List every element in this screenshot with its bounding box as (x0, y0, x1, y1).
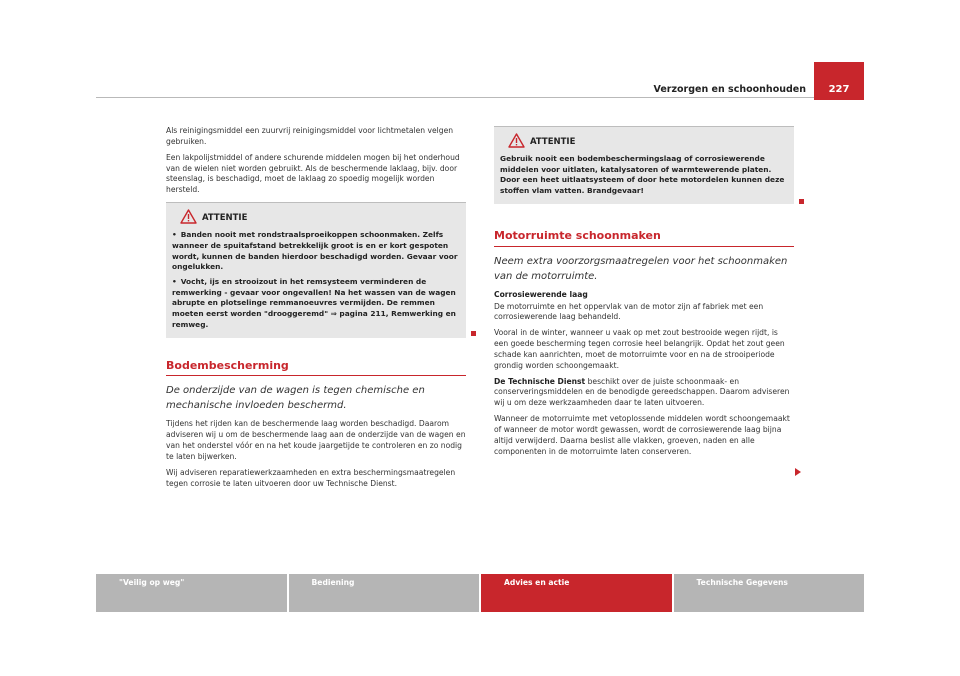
warning-box (166, 202, 466, 338)
bullet-icon: • (172, 277, 177, 286)
warning-header (500, 133, 788, 151)
tab-label: Technische Gegevens (696, 578, 788, 587)
warning-item-text: Vocht, ijs en strooizout in het remsysteem verminderen de remwerking - gevaar voor ongevallen! Na het wassen van de wagen abrupte en plotselinge remmanoeuvres vermijden. De remmen moeten eerst worden "drooggeremd" ⇒ pagina 211, Remwerking en remweg. (172, 277, 456, 329)
chapter-title: Verzorgen en schoonhouden (653, 84, 806, 95)
warning-text: Gebruik nooit een bodembeschermingslaag of corrosiewerende middelen voor uitlaten, katalysatoren of warmtewerende platen. Door een heet uitlaatsysteem of door hete motordelen kunnen deze stoffen vlam vatten. Brandgevaar! (500, 154, 785, 196)
left-column (166, 126, 466, 494)
paragraph: Vooral in de winter, wanneer u vaak op met zout bestrooide wegen rijdt, is een goede bescherming tegen corrosie heel belangrijk. Opdat het zout geen schade kan aanrichten, moet de motorruimte voor en na de strooiperiode grondig worden schoongemaakt. (494, 328, 785, 370)
warning-title: ATTENTIE (202, 213, 248, 224)
warning-triangle-icon (180, 209, 197, 224)
tab-label: "Veilig op weg" (119, 578, 185, 587)
tab-label: Bediening (311, 578, 355, 587)
end-mark-icon (471, 331, 476, 336)
warning-header (172, 209, 460, 227)
warning-body (172, 230, 460, 331)
end-mark-icon (799, 199, 804, 204)
header-rule (96, 97, 816, 98)
footer-nav (96, 574, 864, 612)
footer-tab-bediening[interactable] (289, 574, 480, 612)
section-title-motorruimte: Motorruimte schoonmaken (494, 228, 794, 247)
continue-arrow-icon (795, 468, 801, 476)
right-column (494, 126, 794, 462)
warning-item (172, 277, 460, 331)
warning-item (172, 230, 460, 273)
inline-bold: De Technische Dienst (494, 376, 586, 386)
page-number: 227 (828, 84, 850, 95)
bullet-icon: • (172, 230, 177, 240)
section-title-bodembescherming: Bodembescherming (166, 358, 466, 377)
footer-tab-veilig-op-weg[interactable] (96, 574, 287, 612)
paragraph: Als reinigingsmiddel een zuurvrij reinigingsmiddel voor lichtmetalen velgen gebruiken. (166, 126, 454, 146)
warning-box (494, 126, 794, 204)
paragraph: Tijdens het rijden kan de beschermende laag worden beschadigd. Daarom adviseren wij u om de beschermende laag aan de onderzijde van de wagen en van het onderstel vóór en na het koude jaargetijde te controleren en zo nodig te laten bijwerken. (166, 419, 466, 461)
paragraph (494, 377, 794, 410)
section-lead: De onderzijde van de wagen is tegen chemische en mechanische invloeden beschermd. (166, 385, 425, 412)
warning-body (500, 154, 788, 197)
section-lead: Neem extra voorzorgsmaatregelen voor het schoonmaken van de motorruimte. (494, 255, 788, 282)
paragraph: Wij adviseren reparatiewerkzaamheden en extra beschermingsmaatregelen tegen corrosie te laten uitvoeren door uw Technische Dienst. (166, 467, 456, 488)
paragraph: De motorruimte en het oppervlak van de motor zijn af fabriek met een corrosiewerende laag behandeld. (494, 301, 764, 322)
footer-tab-advies-en-actie[interactable] (481, 574, 672, 612)
tab-label: Advies en actie (504, 578, 570, 587)
inline-text: beschikt over de juiste schoonmaak- en conserveringsmiddelen en de benodigde gereedschappen. Daarom adviseren wij u om deze werkzaamheden daar te laten uitvoeren. (494, 376, 790, 408)
footer-tab-technische-gegevens[interactable] (674, 574, 865, 612)
page-header (96, 62, 864, 100)
warning-triangle-icon (508, 133, 525, 148)
warning-item-text: Banden nooit met rondstraalsproeikoppen schoonmaken. Zelfs wanneer de spuitafstand betrekkelijk groot is en er kort gespoten wordt, kunnen de banden hierdoor beschadigd worden. Gevaar voor ongelukken. (172, 230, 458, 272)
paragraph: Wanneer de motorruimte met vetoplossende middelen wordt schoongemaakt of wanneer de motor wordt gewassen, wordt de corrosiewerende laag bijna altijd verwijderd. Daarna beslist alle vlakken, groeven, naden en alle componenten in de motorruimte laten conserveren. (494, 414, 790, 456)
warning-title: ATTENTIE (530, 137, 576, 147)
subheading: Corrosiewerende laag (494, 289, 588, 299)
paragraph: Een lakpolijstmiddel of andere schurende middelen mogen bij het onderhoud van de wielen niet worden gebruikt. Als de beschermende laklaag, bijv. door steenslag, is beschadigd, moet de laklaag zo spoedig mogelijk worden hersteld. (166, 152, 460, 195)
